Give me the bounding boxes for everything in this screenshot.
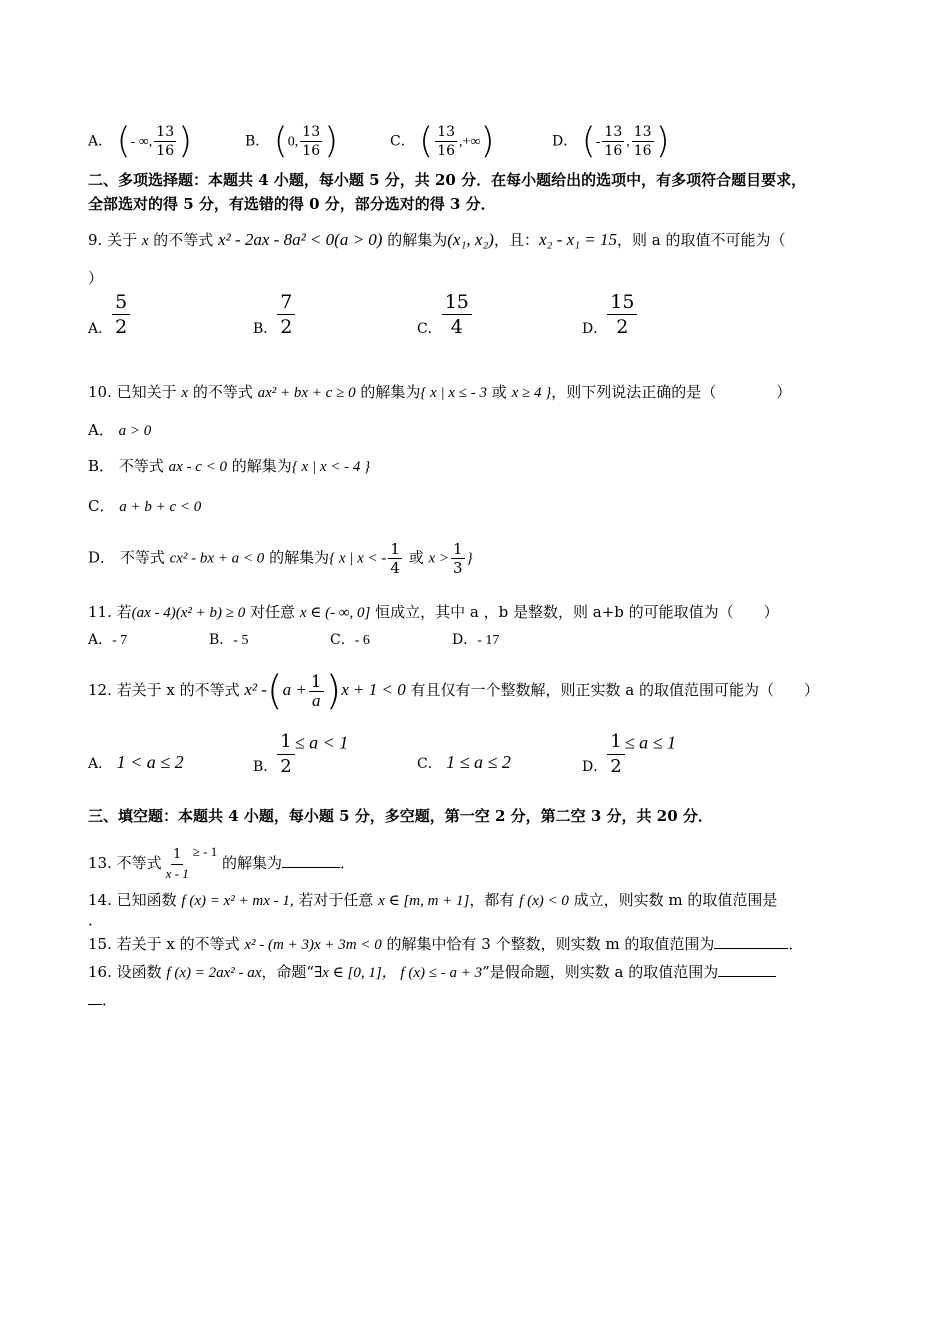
fraction: $\frac{7}{2}$	[277, 290, 295, 339]
q16-stem-end: ．	[88, 990, 117, 1010]
q10-option-b[interactable]: B． 不等式 ax - c < 0 的解集为{ x | x < - 4 }	[88, 457, 371, 475]
q9-option-d[interactable]: D． $\frac{15}{2}$	[582, 290, 637, 339]
q14-stem: 14. 已知函数 f (x) = x² + mx - 1, 若对于任意 x ∈ [m, m + 1]，都有 f (x) < 0 成立，则实数 m 的取值范围是	[88, 891, 778, 909]
q11-option-c[interactable]: C．- 6	[330, 632, 370, 648]
fraction: $\frac{13}{16}$	[604, 124, 623, 159]
fraction: $\frac{15}{2}$	[607, 290, 637, 339]
q9-option-b[interactable]: B． $\frac{7}{2}$	[253, 290, 295, 339]
q10-option-d[interactable]: D． 不等式 cx² - bx + a < 0 的解集为{ x | x < - $\frac{1}{4}$ 或 x > $\frac{1}{3}$ }	[88, 540, 473, 577]
q10-option-c[interactable]: C． a + b + c < 0	[88, 497, 202, 515]
q9-stem-close: ）	[88, 269, 104, 287]
q11-option-d[interactable]: D．- 17	[452, 632, 500, 648]
q16-stem: 16. 设函数 f (x) = 2ax² - ax，命题“∃x ∈ [0, 1]， f (x) ≤ - a + 3”是假命题，则实数 a 的取值范围为	[88, 962, 776, 983]
fraction: $\frac{1}{4}$	[390, 540, 400, 577]
q10-stem: 10. 已知关于 x 的不等式 ax² + bx + c ≥ 0 的解集为{ x | x ≤ - 3 或 x ≥ 4 }，则下列说法正确的是（ ）	[88, 383, 792, 401]
q9-option-c[interactable]: C． $\frac{15}{4}$	[417, 290, 472, 339]
section2-heading-cont: 全部选对的得 5 分，有选错的得 0 分，部分选对的得 3 分．	[88, 195, 496, 213]
fraction: $\frac{13}{16}$	[633, 124, 652, 159]
fraction: $\frac{13}{16}$	[437, 124, 456, 159]
q11-option-a[interactable]: A．- 7	[88, 632, 128, 648]
section2-heading: 二、多项选择题：本题共 4 小题，每小题 5 分，共 20 分．在每小题给出的选项中，有多项符合题目要求，	[88, 171, 807, 189]
q8-option-a[interactable]: A． (- ∞, $\frac{13}{16}$ )	[88, 120, 193, 162]
q8-option-c[interactable]: C． ( $\frac{13}{16}$ ,+∞)	[390, 120, 495, 162]
fraction: $\frac{13}{16}$	[302, 124, 321, 159]
q12-option-d[interactable]: D． $\frac{1}{2}$ ≤ a ≤ 1	[582, 731, 676, 777]
q11-stem: 11. 若(ax - 4)(x² + b) ≥ 0 对任意 x ∈ (- ∞, 0] 恒成立，其中 a ，b 是整数，则 a+b 的可能取值为（ ）	[88, 603, 779, 621]
q10-option-a[interactable]: A． a > 0	[88, 421, 152, 439]
q15-stem: 15. 若关于 x 的不等式 x² - (m + 3)x + 3m < 0 的解集中恰有 3 个整数，则实数 m 的取值范围为 ．	[88, 935, 804, 953]
q8-option-b[interactable]: B． (0, $\frac{13}{16}$ )	[245, 120, 339, 162]
q14-stem-end: ．	[88, 911, 104, 929]
q12-option-b[interactable]: B． $\frac{1}{2}$ ≤ a < 1	[253, 731, 349, 777]
q13-answer-blank	[282, 867, 340, 868]
q13-stem: 13. 不等式 $\frac{1}{x - 1}$ ≥ - 1 的解集为 ．	[88, 844, 355, 881]
q12-stem: 12. 若关于 x 的不等式 x² -(a + $\frac{1}{a}$ )x + 1 < 0 有且仅有一个整数解，则正实数 a 的取值范围可能为（ ）	[88, 668, 819, 714]
q9-option-a[interactable]: A． $\frac{5}{2}$	[88, 290, 130, 339]
q15-answer-blank	[714, 948, 788, 949]
fraction: $\frac{15}{4}$	[442, 290, 472, 339]
q9-stem: 9. 关于 x 的不等式 x² - 2ax - 8a² < 0(a > 0) 的解集为(x₁, x₂)，且：x₂ - x₁ = 15，则 a 的取值不可能为（	[88, 230, 786, 249]
q16-answer-blank-cont	[88, 1004, 102, 1005]
fraction: $\frac{1}{a}$	[310, 671, 322, 710]
q11-option-b[interactable]: B．- 5	[209, 632, 249, 648]
fraction: $\frac{13}{16}$	[156, 124, 175, 159]
fraction: $\frac{1}{2}$	[277, 730, 294, 779]
q8-option-d[interactable]: D． (- $\frac{13}{16}$ , $\frac{13}{16}$ )	[552, 120, 670, 162]
q16-answer-blank	[718, 976, 776, 977]
fraction: $\frac{1}{2}$	[607, 730, 624, 779]
fraction: $\frac{5}{2}$	[112, 290, 130, 339]
q12-option-c[interactable]: C． 1 ≤ a ≤ 2	[417, 752, 511, 772]
q12-option-a[interactable]: A． 1 < a ≤ 2	[88, 752, 184, 772]
fraction: $\frac{1}{3}$	[453, 540, 463, 577]
fraction: $\frac{1}{x - 1}$	[165, 846, 189, 881]
section3-heading: 三、填空题：本题共 4 小题，每小题 5 分，多空题，第一空 2 分，第二空 3 分，共 20 分．	[88, 807, 713, 825]
